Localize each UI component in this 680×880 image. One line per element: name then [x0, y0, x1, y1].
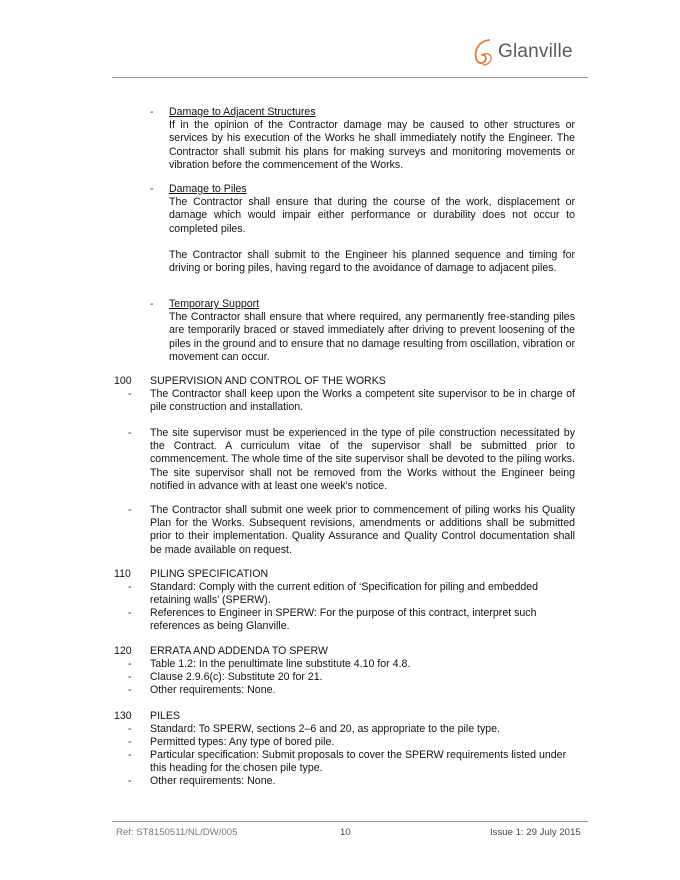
clause-number: 120	[114, 645, 132, 657]
list-item: Standard: Comply with the current edition of ‘Specification for piling and embedded retaining walls’ (SPERW).	[150, 581, 539, 607]
footer-issue-date: Issue 1: 29 July 2015	[490, 827, 581, 838]
clause-paragraph: The Contractor shall submit one week prior to commencement of piling works his Quality Plan for the Works. Subsequent revisions, amendments or additions shall be submitted prior to their implementation. Quality Assurance and Quality Control documentation shall be made available on request.	[150, 504, 575, 556]
subsection-body-2: The Contractor shall submit to the Engineer his planned sequence and timing for driving or boring piles, having regard to the avoidance of damage to adjacent piles.	[169, 248, 575, 275]
clause-number: 110	[114, 568, 131, 580]
list-item: Other requirements: None.	[150, 684, 276, 696]
bullet-dash: -	[128, 723, 132, 735]
clause-number: 100	[114, 375, 132, 387]
company-logo	[470, 36, 573, 68]
clause-heading: PILES	[150, 710, 181, 722]
glanville-swirl-icon	[470, 37, 496, 67]
subsection-damage-to-piles	[169, 183, 575, 275]
bullet-dash: -	[128, 749, 132, 761]
list-item: Other requirements: None.	[150, 775, 276, 787]
subsection-title: Damage to Adjacent Structures	[169, 106, 316, 118]
clause-heading: SUPERVISION AND CONTROL OF THE WORKS	[150, 375, 386, 387]
list-item: Standard: To SPERW, sections 2–6 and 20, as appropriate to the pile type.	[150, 723, 501, 735]
footer-reference: Ref: ST8150511/NL/DW/005	[116, 827, 238, 838]
logo-text: Glanville	[498, 41, 573, 63]
subsection-body: The Contractor shall ensure that where required, any permanently free-standing piles are temporarily braced or staved immediately after driving to prevent loosening of the piles in the ground and to ensure that no damage resulting from oscillation, vibration or movement can occur.	[169, 311, 575, 363]
bullet-dash: -	[128, 607, 132, 619]
clause-paragraph: The site supervisor must be experienced in the type of pile construction necessitated by the Contract. A curriculum vitae of the supervisor shall be submitted prior to commencement. The whole time of the site supervisor shall be devoted to the piling works. The site supervisor shall not be removed from the Works without the Engineer being notified in advance with at least one week’s notice.	[150, 427, 575, 492]
header-divider	[112, 77, 588, 78]
list-item: Permitted types: Any type of bored pile.	[150, 736, 335, 748]
clause-number: 130	[114, 710, 132, 722]
clause-heading: ERRATA AND ADDENDA TO SPERW	[150, 645, 328, 657]
bullet-dash: -	[128, 671, 132, 683]
footer-divider	[112, 821, 588, 822]
subsection-body: If in the opinion of the Contractor damage may be caused to other structures or services by his execution of the Works he shall immediately notify the Engineer. The Contractor shall submit his plans for making surveys and monitoring movements or vibration before the commencement of the Works.	[169, 119, 575, 171]
bullet-dash: -	[128, 388, 132, 400]
list-item: References to Engineer in SPERW: For the purpose of this contract, interpret such references as being Glanville.	[150, 607, 537, 633]
list-item: Clause 2.9.6(c): Substitute 20 for 21.	[150, 671, 323, 683]
bullet-dash: -	[150, 298, 154, 310]
bullet-dash: -	[128, 736, 132, 748]
bullet-dash: -	[128, 581, 132, 593]
clause-heading: PILING SPECIFICATION	[150, 568, 269, 580]
subsection-adjacent-structures	[169, 106, 575, 172]
clause-paragraph: The Contractor shall keep upon the Works a competent site supervisor to be in charge of pile construction and installation.	[150, 388, 575, 414]
subsection-body: The Contractor shall ensure that during the course of the work, displacement or damage which would impair either performance or durability does not occur to completed piles.	[169, 196, 575, 235]
bullet-dash: -	[150, 183, 154, 195]
page-number: 10	[340, 827, 351, 838]
bullet-dash: -	[128, 684, 132, 696]
bullet-dash: -	[128, 427, 132, 439]
subsection-title: Temporary Support	[169, 298, 260, 310]
bullet-dash: -	[128, 775, 132, 787]
list-item: Particular specification: Submit proposals to cover the SPERW requirements listed under this heading for the chosen pile type.	[150, 749, 567, 775]
bullet-dash: -	[128, 658, 132, 670]
list-item: Table 1.2: In the penultimate line substitute 4.10 for 4.8.	[150, 658, 411, 670]
subsection-temporary-support	[169, 298, 575, 364]
bullet-dash: -	[128, 504, 132, 516]
bullet-dash: -	[150, 106, 154, 118]
subsection-title: Damage to Piles	[169, 183, 247, 195]
